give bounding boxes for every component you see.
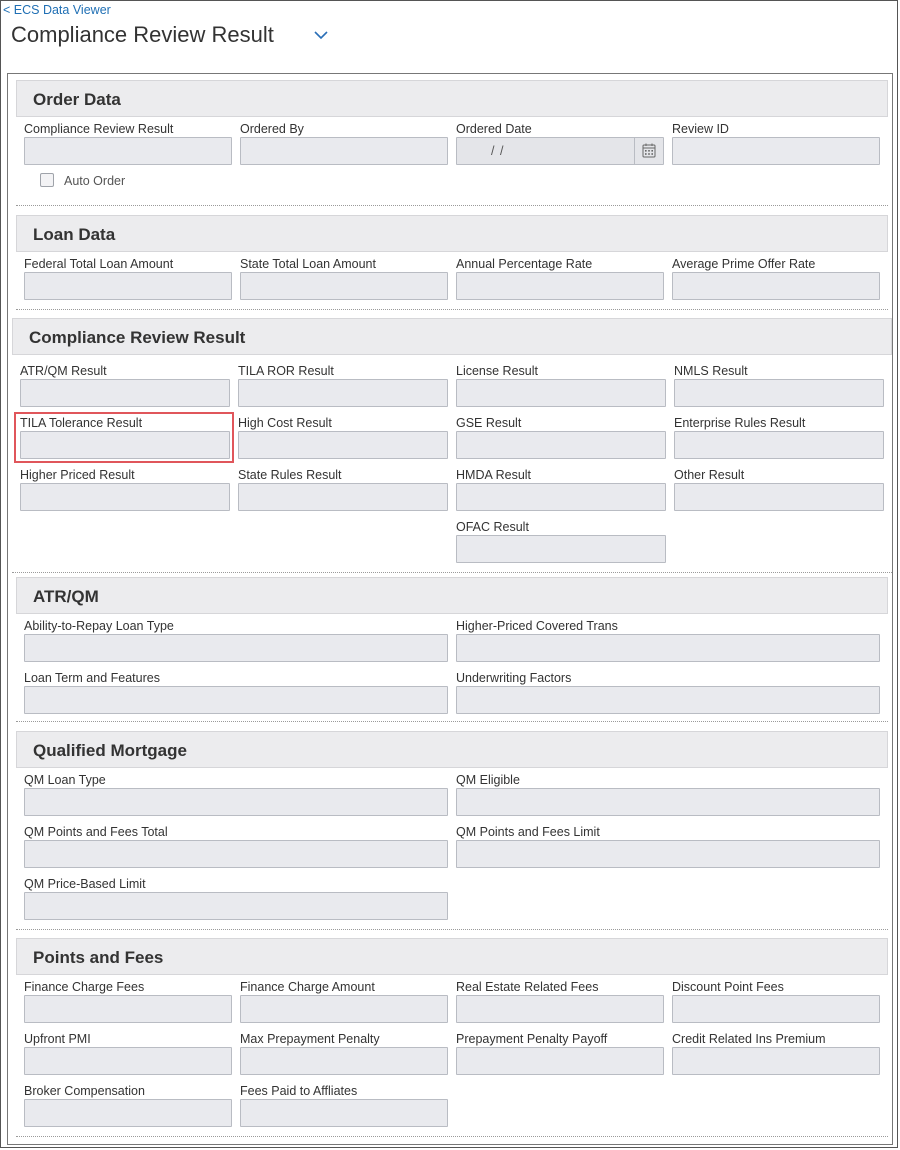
high-cost-result-field[interactable] (238, 431, 448, 459)
label-real-estate-related-fees: Real Estate Related Fees (456, 980, 599, 994)
back-link-ecs-data-viewer[interactable]: < ECS Data Viewer (3, 3, 111, 17)
gse-result-field[interactable] (456, 431, 666, 459)
label-nmls-result: NMLS Result (674, 364, 748, 378)
label-qm-points-and-fees-limit: QM Points and Fees Limit (456, 825, 600, 839)
credit-related-ins-premium-field[interactable] (672, 1047, 880, 1075)
label-broker-compensation: Broker Compensation (24, 1084, 145, 1098)
auto-order-label: Auto Order (64, 174, 126, 188)
section-header-compliance-review-result (12, 318, 892, 355)
section-header-order-data (16, 80, 888, 117)
higher-priced-result-field[interactable] (20, 483, 230, 511)
label-hmda-result: HMDA Result (456, 468, 532, 482)
label-upfront-pmi: Upfront PMI (24, 1032, 91, 1046)
label-high-cost-result: High Cost Result (238, 416, 332, 430)
label-license-result: License Result (456, 364, 538, 378)
highlight-box (14, 412, 234, 463)
other-result-field[interactable] (674, 483, 884, 511)
label-qm-loan-type: QM Loan Type (24, 773, 106, 787)
max-prepayment-penalty-field[interactable] (240, 1047, 448, 1075)
upfront-pmi-field[interactable] (24, 1047, 232, 1075)
label-ofac-result: OFAC Result (456, 520, 529, 534)
label-fees-paid-to-affiliates: Fees Paid to Affliates (240, 1084, 358, 1098)
calendar-icon[interactable] (634, 138, 663, 164)
qm-price-based-limit-field[interactable] (24, 892, 448, 920)
finance-charge-amount-field[interactable] (240, 995, 448, 1023)
nmls-result-field[interactable] (674, 379, 884, 407)
label-enterprise-rules-result: Enterprise Rules Result (674, 416, 806, 430)
state-total-loan-amount-field[interactable] (240, 272, 448, 300)
label-finance-charge-fees: Finance Charge Fees (24, 980, 145, 994)
divider (16, 929, 888, 930)
ability-to-repay-loan-type-field[interactable] (24, 634, 448, 662)
section-title: Compliance Review Result (29, 328, 246, 347)
license-result-field[interactable] (456, 379, 666, 407)
label-review-id: Review ID (672, 122, 729, 136)
label-average-prime-offer-rate: Average Prime Offer Rate (672, 257, 816, 271)
label-credit-related-ins-premium: Credit Related Ins Premium (672, 1032, 826, 1046)
label-other-result: Other Result (674, 468, 745, 482)
label-state-total-loan-amount: State Total Loan Amount (240, 257, 376, 271)
ofac-result-field[interactable] (456, 535, 666, 563)
label-qm-price-based-limit: QM Price-Based Limit (24, 877, 146, 891)
atr-qm-result-field[interactable] (20, 379, 230, 407)
label-ordered-date: Ordered Date (456, 122, 532, 136)
federal-total-loan-amount-field[interactable] (24, 272, 232, 300)
section-header-atr-qm (16, 577, 888, 614)
section-title: Loan Data (33, 225, 116, 244)
divider (16, 721, 888, 722)
label-tila-tolerance-result: TILA Tolerance Result (20, 416, 143, 430)
broker-compensation-field[interactable] (24, 1099, 232, 1127)
section-title: Qualified Mortgage (33, 741, 187, 760)
label-prepayment-penalty-payoff: Prepayment Penalty Payoff (456, 1032, 608, 1046)
label-ability-to-repay-loan-type: Ability-to-Repay Loan Type (24, 619, 174, 633)
auto-order-checkbox[interactable] (40, 173, 54, 187)
divider (16, 205, 888, 206)
label-tila-ror-result: TILA ROR Result (238, 364, 334, 378)
chevron-down-icon[interactable] (312, 26, 330, 44)
prepayment-penalty-payoff-field[interactable] (456, 1047, 664, 1075)
loan-term-and-features-field[interactable] (24, 686, 448, 714)
label-gse-result: GSE Result (456, 416, 522, 430)
label-underwriting-factors: Underwriting Factors (456, 671, 572, 685)
label-qm-points-and-fees-total: QM Points and Fees Total (24, 825, 168, 839)
qm-points-and-fees-limit-field[interactable] (456, 840, 880, 868)
section-header-qualified-mortgage (16, 731, 888, 768)
compliance-review-result-field[interactable] (24, 137, 232, 165)
underwriting-factors-field[interactable] (456, 686, 880, 714)
label-atr-qm-result: ATR/QM Result (20, 364, 107, 378)
annual-percentage-rate-field[interactable] (456, 272, 664, 300)
higher-priced-covered-trans-field[interactable] (456, 634, 880, 662)
ordered-date-value: / / (491, 144, 505, 158)
qm-eligible-field[interactable] (456, 788, 880, 816)
average-prime-offer-rate-field[interactable] (672, 272, 880, 300)
real-estate-related-fees-field[interactable] (456, 995, 664, 1023)
qm-points-and-fees-total-field[interactable] (24, 840, 448, 868)
label-finance-charge-amount: Finance Charge Amount (240, 980, 375, 994)
divider (16, 1136, 888, 1137)
discount-point-fees-field[interactable] (672, 995, 880, 1023)
enterprise-rules-result-field[interactable] (674, 431, 884, 459)
section-title: Order Data (33, 90, 121, 109)
section-header-loan-data (16, 215, 888, 252)
divider (16, 309, 888, 310)
label-ordered-by: Ordered By (240, 122, 304, 136)
ordered-date-field[interactable] (456, 137, 664, 165)
hmda-result-field[interactable] (456, 483, 666, 511)
review-id-field[interactable] (672, 137, 880, 165)
tila-ror-result-field[interactable] (238, 379, 448, 407)
label-loan-term-and-features: Loan Term and Features (24, 671, 160, 685)
label-annual-percentage-rate: Annual Percentage Rate (456, 257, 593, 271)
label-compliance-review-result: Compliance Review Result (24, 122, 174, 136)
section-title: Points and Fees (33, 948, 164, 967)
page-title: Compliance Review Result (11, 22, 274, 47)
label-state-rules-result: State Rules Result (238, 468, 342, 482)
divider (12, 572, 892, 573)
finance-charge-fees-field[interactable] (24, 995, 232, 1023)
label-federal-total-loan-amount: Federal Total Loan Amount (24, 257, 174, 271)
ordered-by-field[interactable] (240, 137, 448, 165)
label-higher-priced-covered-trans: Higher-Priced Covered Trans (456, 619, 618, 633)
section-header-points-and-fees (16, 938, 888, 975)
fees-paid-to-affiliates-field[interactable] (240, 1099, 448, 1127)
label-discount-point-fees: Discount Point Fees (672, 980, 784, 994)
section-title: ATR/QM (33, 587, 99, 606)
qm-loan-type-field[interactable] (24, 788, 448, 816)
label-qm-eligible: QM Eligible (456, 773, 520, 787)
label-max-prepayment-penalty: Max Prepayment Penalty (240, 1032, 380, 1046)
state-rules-result-field[interactable] (238, 483, 448, 511)
label-higher-priced-result: Higher Priced Result (20, 468, 135, 482)
